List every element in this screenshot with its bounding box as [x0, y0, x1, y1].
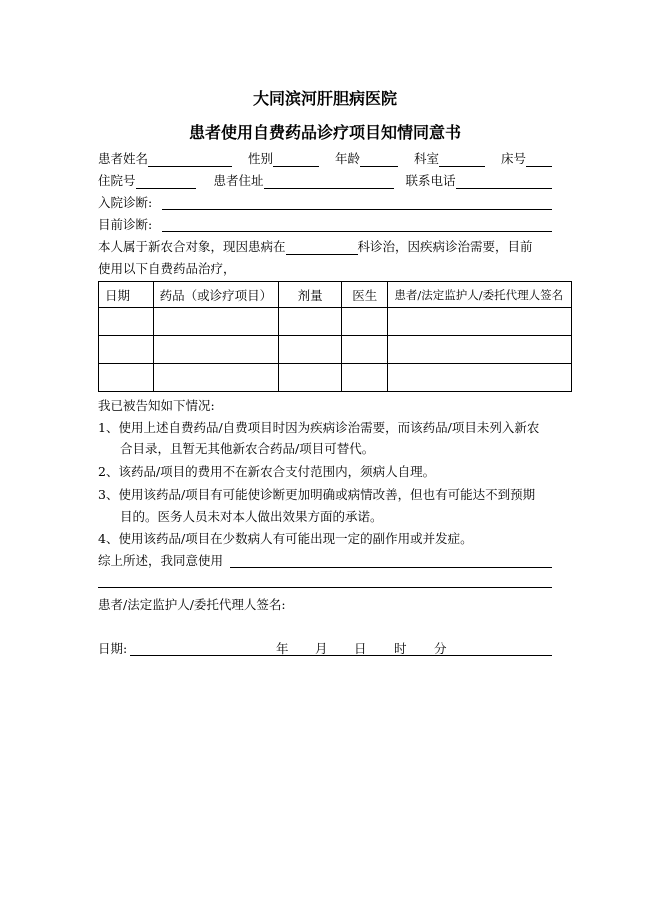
table-cell[interactable] [153, 364, 279, 392]
statement-line-2: 使用以下自费药品治疗， [98, 261, 236, 276]
table-cell[interactable] [279, 336, 342, 364]
table-cell[interactable] [342, 364, 388, 392]
dept-label: 科室 [414, 151, 440, 166]
informed-point-1-cont: 合目录，且暂无其他新农合药品/项目可替代。 [120, 441, 375, 456]
informed-point-4: 4、使用该药品/项目在少数病人有可能出现一定的副作用或并发症。 [98, 531, 473, 546]
gender-field[interactable] [273, 153, 319, 167]
header-dose: 剂量 [279, 282, 342, 308]
table-cell[interactable] [99, 308, 154, 336]
informed-point-2: 2、该药品/项目的费用不在新农合支付范围内，须病人自理。 [98, 464, 436, 479]
current-diagnosis-row [98, 217, 152, 233]
table-cell[interactable] [342, 336, 388, 364]
date-month: 月 [315, 641, 328, 656]
informed-point-3: 3、使用该药品/项目有可能使诊断更加明确或病情改善，但也有可能达不到预期 [98, 487, 536, 502]
bed-field[interactable] [526, 153, 552, 167]
age-field[interactable] [360, 153, 398, 167]
table-row [99, 364, 572, 392]
informed-point-1: 1、使用上述自费药品/自费项目时因为疾病诊治需要，而该药品/项目未列入新农 [98, 420, 540, 435]
admit-diagnosis-field[interactable] [162, 209, 552, 210]
date-field[interactable] [130, 655, 552, 656]
header-date: 日期 [99, 282, 154, 308]
informed-point-3-cont: 目的。医务人员未对本人做出效果方面的承诺。 [120, 509, 383, 524]
age-label: 年龄 [335, 151, 361, 166]
date-label: 日期: [98, 641, 128, 656]
table-cell[interactable] [99, 364, 154, 392]
table-cell[interactable] [279, 308, 342, 336]
table-cell[interactable] [279, 364, 342, 392]
consent-summary-label: 综上所述，我同意使用 [98, 553, 224, 568]
dept-field[interactable] [439, 153, 485, 167]
medication-table [98, 281, 572, 392]
current-diagnosis-label: 目前诊断: [98, 217, 153, 232]
table-cell[interactable] [99, 336, 154, 364]
department-treatment-field[interactable] [286, 241, 358, 255]
date-day: 日 [354, 641, 367, 656]
phone-label: 联系电话 [405, 173, 456, 188]
address-label: 患者住址 [213, 173, 264, 188]
document-title: 患者使用自费药品诊疗项目知情同意书 [188, 123, 461, 142]
statement-line-1 [98, 239, 533, 255]
signature-label: 患者/法定监护人/委托代理人签名: [98, 597, 286, 612]
header-doctor: 医生 [342, 282, 388, 308]
statement-part-1: 本人属于新农合对象，现因患病在 [98, 239, 286, 254]
admit-diagnosis-label: 入院诊断: [98, 195, 153, 210]
admission-no-label: 住院号 [98, 173, 136, 188]
table-header-row [99, 282, 572, 308]
patient-info-row-1 [98, 151, 552, 167]
table-cell[interactable] [388, 308, 572, 336]
admit-diagnosis-row [98, 195, 152, 211]
name-field[interactable] [148, 153, 232, 167]
header-signature: 患者/法定监护人/委托代理人签名 [388, 282, 572, 308]
date-year: 年 [276, 641, 289, 656]
date-hour: 时 [394, 641, 407, 656]
admission-no-field[interactable] [136, 175, 196, 189]
table-row [99, 336, 572, 364]
current-diagnosis-field[interactable] [162, 231, 552, 232]
hospital-name: 大同滨河肝胆病医院 [252, 89, 397, 108]
patient-info-row-2 [98, 173, 552, 189]
table-cell[interactable] [153, 336, 279, 364]
phone-field[interactable] [456, 175, 552, 189]
table-cell[interactable] [388, 336, 572, 364]
informed-intro: 我已被告知如下情况: [98, 398, 215, 413]
gender-label: 性别 [248, 151, 274, 166]
table-row [99, 308, 572, 336]
consent-item-field[interactable] [230, 567, 552, 568]
date-minute: 分 [434, 641, 447, 656]
name-label: 患者姓名 [98, 151, 149, 166]
table-cell[interactable] [342, 308, 388, 336]
table-cell[interactable] [153, 308, 279, 336]
consent-item-field-2[interactable] [98, 587, 552, 588]
address-field[interactable] [264, 175, 394, 189]
header-drug: 药品（或诊疗项目） [153, 282, 279, 308]
bed-label: 床号 [501, 151, 527, 166]
table-cell[interactable] [388, 364, 572, 392]
statement-part-2: 科诊治，因疾病诊治需要，目前 [357, 239, 533, 254]
